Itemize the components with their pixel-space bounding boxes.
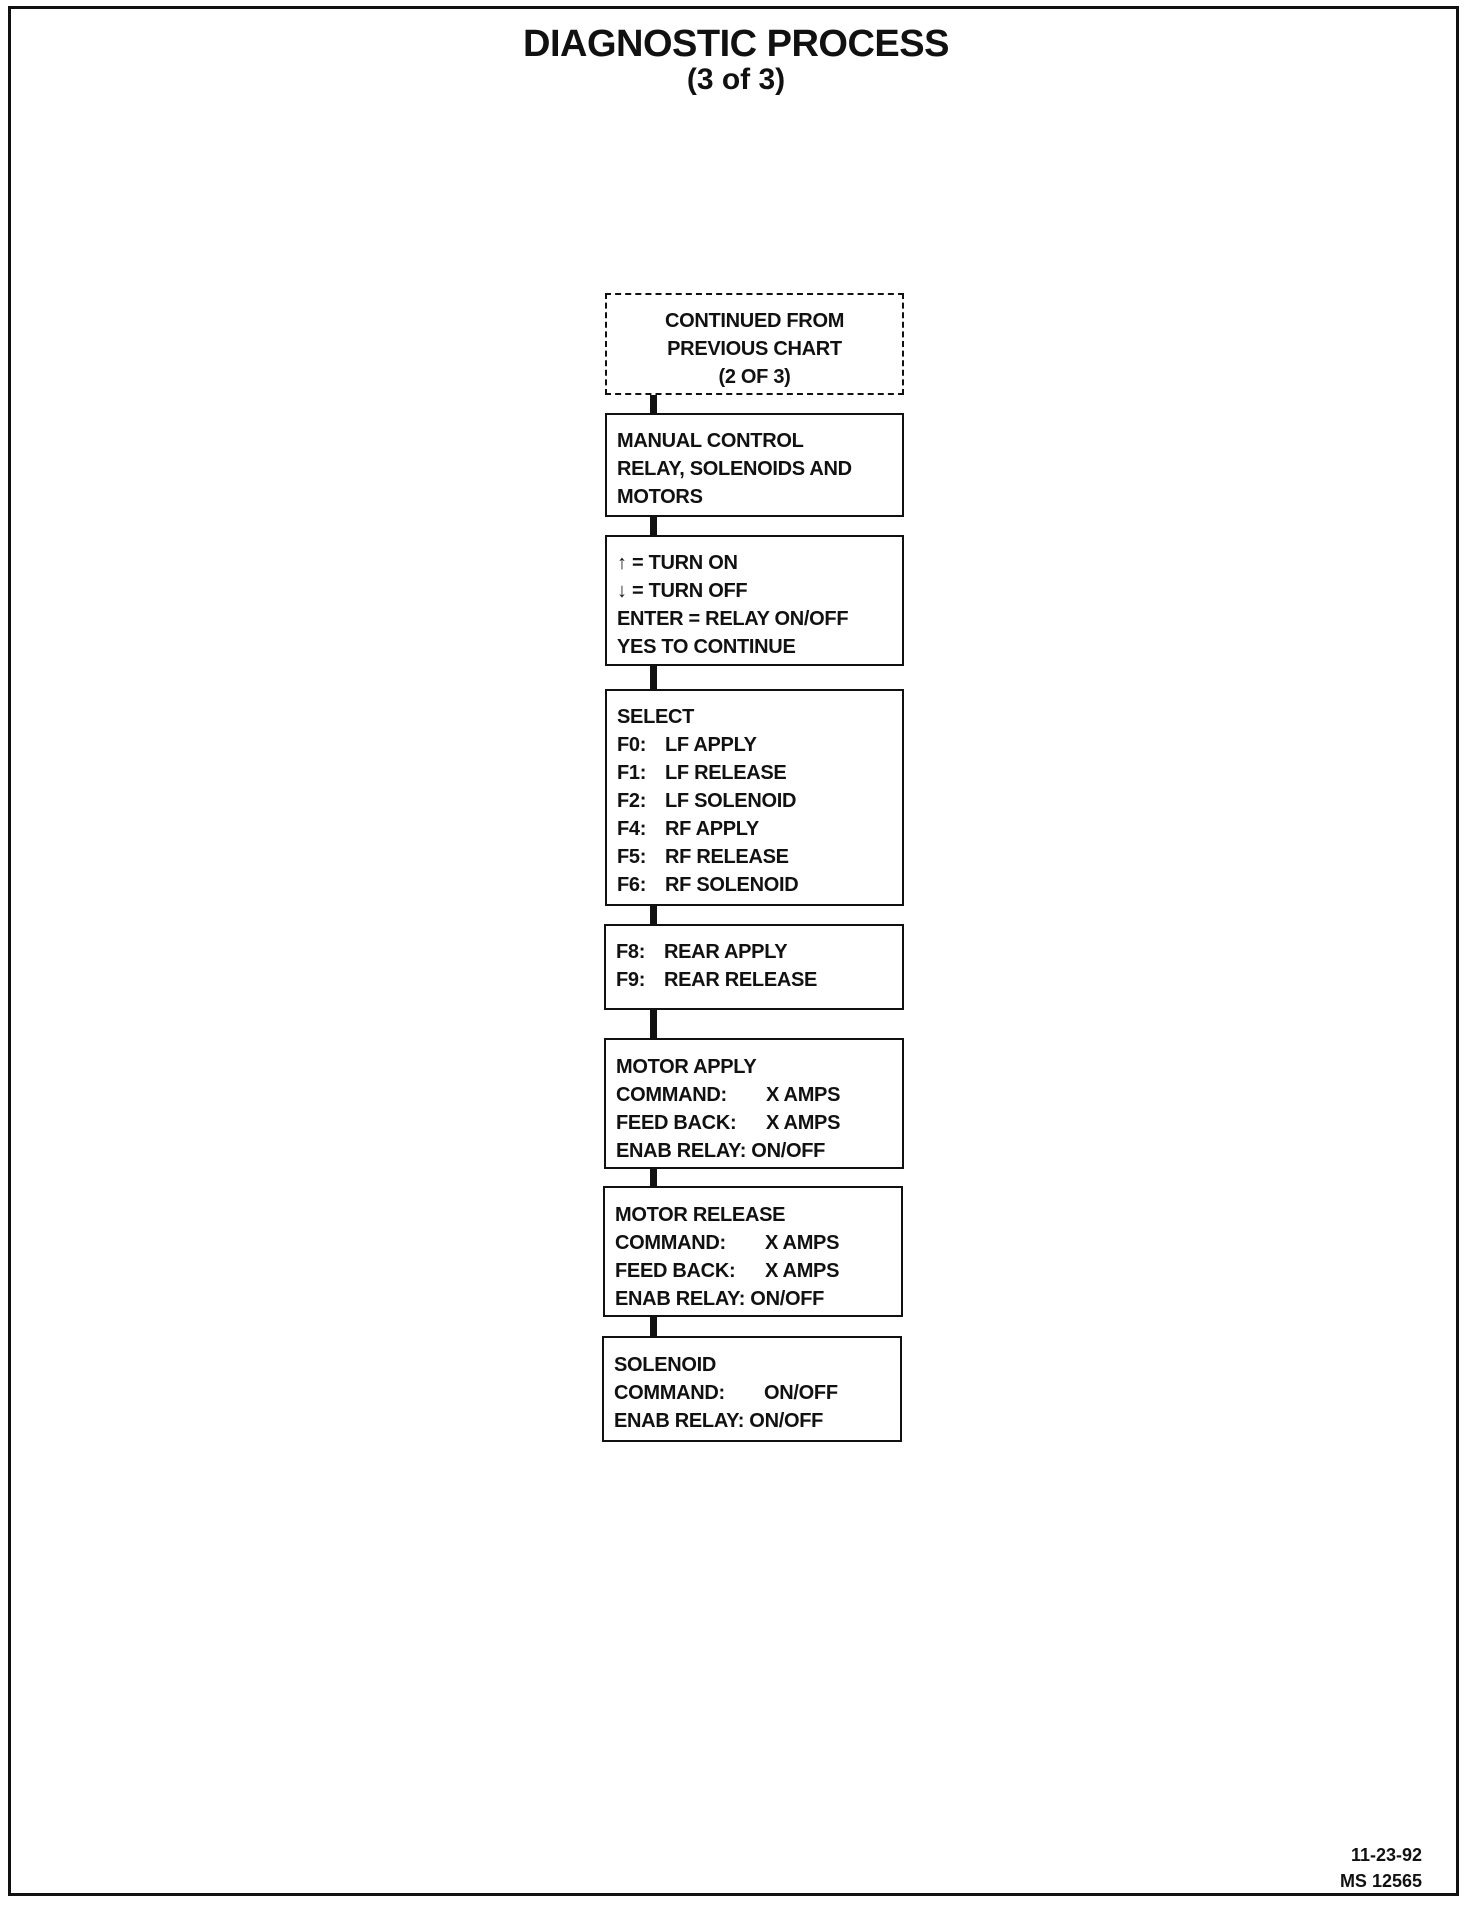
connector-4: [650, 904, 657, 926]
rear-label: REAR APPLY: [664, 941, 788, 963]
connector-6: [650, 1167, 657, 1188]
rear-key: F8:: [616, 941, 646, 963]
select-key: F5:: [617, 846, 647, 868]
motor-release-heading: MOTOR RELEASE: [615, 1204, 786, 1226]
solenoid-row: [614, 1379, 890, 1407]
rear-label: REAR RELEASE: [664, 969, 818, 991]
row-label: COMMAND:: [616, 1084, 727, 1106]
select-label: RF RELEASE: [665, 846, 789, 868]
key-instructions-box: [605, 535, 904, 666]
continued-line-2: PREVIOUS CHART: [667, 338, 842, 360]
row-value: ON/OFF: [764, 1382, 838, 1404]
select-label: LF RELEASE: [665, 762, 787, 784]
select-key: F1:: [617, 762, 647, 784]
select-item: [617, 731, 892, 759]
select-key: F2:: [617, 790, 647, 812]
continued-from-box: [605, 293, 904, 395]
solenoid-heading: SOLENOID: [614, 1354, 717, 1376]
select-item: [617, 815, 892, 843]
continued-line-1: CONTINUED FROM: [664, 310, 845, 332]
rear-item: [616, 966, 892, 994]
rear-select-box: [604, 924, 904, 1010]
row-label: COMMAND:: [614, 1382, 725, 1404]
page-title: DIAGNOSTIC PROCESS: [523, 23, 949, 65]
row-label: COMMAND:: [615, 1232, 726, 1254]
row-value: X AMPS: [766, 1084, 841, 1106]
motor-apply-box: [604, 1038, 904, 1169]
select-box: [605, 689, 904, 906]
select-item: [617, 787, 892, 815]
connector-1: [650, 393, 657, 415]
row-label: FEED BACK:: [616, 1112, 737, 1134]
footer-block: [1340, 1842, 1422, 1894]
connector-2: [650, 515, 657, 537]
motor-release-row: [615, 1257, 891, 1285]
key-line-up: ↑ = TURN ON: [617, 552, 738, 574]
manual-line-3: MOTORS: [617, 486, 703, 508]
select-label: LF APPLY: [665, 734, 757, 756]
connector-5: [650, 1008, 657, 1040]
select-key: F0:: [617, 734, 647, 756]
select-item: [617, 871, 892, 899]
select-item: [617, 759, 892, 787]
footer-code: MS 12565: [1339, 1871, 1422, 1891]
motor-release-box: [603, 1186, 903, 1317]
solenoid-relay: ENAB RELAY: ON/OFF: [614, 1410, 824, 1432]
connector-7: [650, 1314, 657, 1338]
connector-3: [650, 664, 657, 691]
row-value: X AMPS: [766, 1112, 841, 1134]
select-label: RF APPLY: [665, 818, 759, 840]
rear-item: [616, 938, 892, 966]
select-key: F4:: [617, 818, 647, 840]
manual-control-box: [605, 413, 904, 517]
solenoid-box: [602, 1336, 902, 1442]
continued-line-3: (2 OF 3): [718, 366, 791, 388]
motor-release-relay: ENAB RELAY: ON/OFF: [615, 1288, 825, 1310]
select-key: F6:: [617, 874, 647, 896]
key-line-enter: ENTER = RELAY ON/OFF: [617, 608, 849, 630]
row-label: FEED BACK:: [615, 1260, 736, 1282]
motor-apply-relay: ENAB RELAY: ON/OFF: [616, 1140, 826, 1162]
manual-line-2: RELAY, SOLENOIDS AND: [617, 458, 852, 480]
rear-key: F9:: [616, 969, 646, 991]
row-value: X AMPS: [765, 1260, 840, 1282]
select-label: RF SOLENOID: [665, 874, 799, 896]
select-label: LF SOLENOID: [665, 790, 797, 812]
motor-apply-heading: MOTOR APPLY: [616, 1056, 757, 1078]
select-item: [617, 843, 892, 871]
page-subtitle: (3 of 3): [686, 63, 786, 96]
key-line-down: ↓ = TURN OFF: [617, 580, 748, 602]
select-heading: SELECT: [617, 706, 695, 728]
motor-release-row: [615, 1229, 891, 1257]
motor-apply-row: [616, 1109, 892, 1137]
motor-apply-row: [616, 1081, 892, 1109]
manual-line-1: MANUAL CONTROL: [617, 430, 804, 452]
row-value: X AMPS: [765, 1232, 840, 1254]
key-line-yes: YES TO CONTINUE: [617, 636, 796, 658]
footer-date: 11-23-92: [1350, 1845, 1422, 1865]
